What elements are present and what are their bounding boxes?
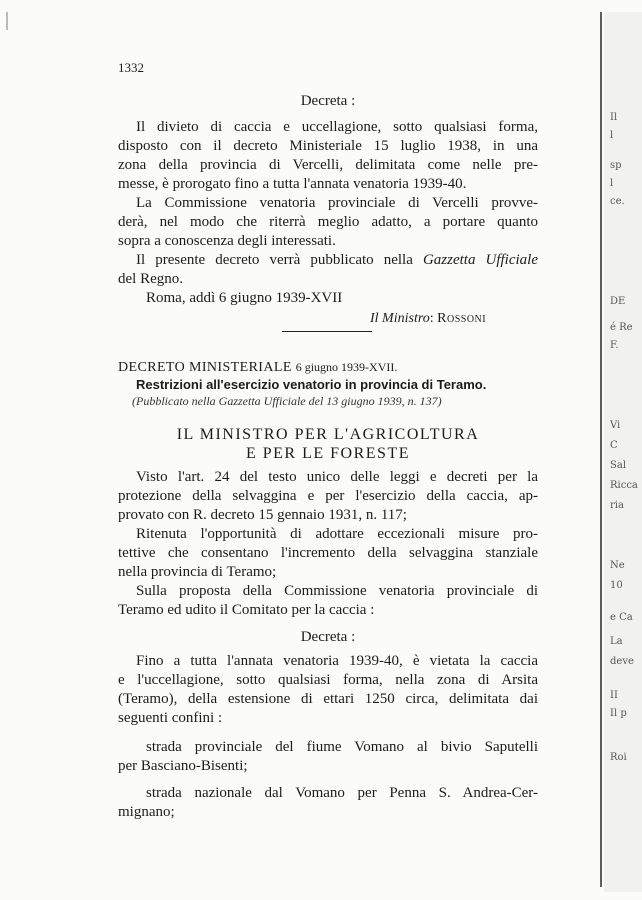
text-line: zona della provincia di Vercelli, delimitata come nelle pre- — [118, 157, 538, 173]
text-fragment: Il presente decreto verrà pubblicato nella — [136, 252, 413, 268]
signature-label: Il Ministro — [370, 311, 430, 326]
text-line: disposto con il decreto Ministeriale 15 luglio 1938, in una — [118, 138, 538, 154]
text-line: Fino a tutta l'annata venatoria 1939-40, è vietata la caccia — [136, 653, 538, 669]
text-line: sopra a conoscenza degli interessati. — [118, 233, 336, 249]
text-line: del Regno. — [118, 271, 183, 287]
decree2-subtitle: Restrizioni all'esercizio venatorio in provincia di Teramo. — [136, 377, 487, 392]
place-date-text: Roma, addì 6 giugno 1939-XVII — [146, 290, 343, 306]
edge-fragment: Roi — [610, 752, 627, 763]
scan-edge-mark — [6, 12, 8, 30]
text-line: e l'uccellagione, sotto qualsiasi forma, nella zona di Arsita — [118, 672, 538, 688]
edge-fragment: ce. — [610, 196, 625, 207]
edge-fragment: ria — [610, 500, 624, 511]
boundary-1 — [118, 738, 538, 776]
edge-fragment: Il p — [610, 708, 627, 719]
text-line: Ritenuta l'opportunità di adottare eccezionali misure pro- — [136, 526, 538, 542]
page-number: 1332 — [118, 60, 144, 75]
edge-fragment: é Re — [610, 322, 633, 333]
text-line: seguenti confini : — [118, 710, 223, 726]
text-line: provato con R. decreto 15 gennaio 1931, n. 117; — [118, 507, 407, 523]
edge-fragment: II — [610, 690, 618, 701]
edge-fragment: La — [610, 636, 623, 647]
text-line: strada nazionale dal Vomano per Penna S. Andrea-Cer- — [146, 785, 538, 801]
edge-fragment: 10 — [610, 580, 623, 591]
text-line: Visto l'art. 24 del testo unico delle leggi e decreti per la — [136, 469, 538, 485]
text-line: Teramo ed udito il Comitato per la caccia : — [118, 602, 375, 618]
text-line: mignano; — [118, 804, 175, 820]
signature-name: Rossoni — [437, 311, 487, 326]
decree2-title — [118, 360, 397, 376]
minister-heading-1: IL MINISTRO PER L'AGRICOLTURA — [176, 426, 480, 443]
text-line: Il divieto di caccia e uccellagione, sotto qualsiasi forma, — [136, 119, 538, 135]
edge-fragment: deve — [610, 656, 634, 667]
decreta-heading-2: Decreta : — [300, 629, 356, 645]
text-line: (Teramo), della estensione di ettari 1250 circa, delimitata dai — [118, 691, 538, 707]
edge-fragment: Il — [610, 112, 618, 123]
decree1-para2 — [118, 194, 538, 251]
publication-text: (Pubblicato nella Gazzetta Ufficiale del 13 giugno 1939, n. 137) — [132, 394, 442, 408]
edge-fragment: C — [610, 440, 618, 451]
text-line: strada provinciale del fiume Vomano al bivio Saputelli — [146, 739, 538, 755]
decreta-heading-1: Decreta : — [300, 93, 356, 109]
text-line: nella provincia di Teramo; — [118, 564, 277, 580]
place-date — [118, 289, 538, 308]
preamble — [118, 468, 538, 620]
boundary-2 — [118, 784, 538, 822]
decree1-para3 — [118, 251, 538, 289]
edge-fragment: Vi — [610, 420, 621, 431]
edge-fragment: l — [610, 178, 614, 189]
text-line: tettive che consentano l'incremento della selvaggina stanziale — [118, 545, 538, 561]
decree1-para1 — [118, 118, 538, 194]
text-line: Sulla proposta della Commissione venatoria provinciale di — [136, 583, 538, 599]
gazzetta-italic: Gazzetta Ufficiale — [422, 252, 539, 268]
decree2-title-text: DECRETO MINISTERIALE — [118, 360, 292, 375]
text-line: per Basciano-Bisenti; — [118, 758, 248, 774]
text-line: derà, nel modo che riterrà meglio adatto, a portare quanto — [118, 214, 538, 230]
text-line — [118, 251, 538, 270]
minister-heading-2: E PER LE FORESTE — [245, 445, 410, 462]
section-divider — [282, 331, 372, 332]
signature: Il Ministro: Rossoni — [370, 311, 487, 326]
edge-fragment: DE — [610, 296, 626, 307]
edge-fragment: e Ca — [610, 612, 633, 623]
decree2-title-date: 6 giugno 1939-XVII. — [295, 360, 398, 374]
edge-fragment: l — [610, 130, 614, 141]
edge-fragment: Ne — [610, 560, 625, 571]
text-line: messe, è prorogato fino a tutta l'annata venatoria 1939-40. — [118, 176, 467, 192]
edge-fragment: sp — [610, 160, 622, 171]
edge-fragment: Ricca — [610, 480, 638, 491]
publication-note — [132, 394, 442, 409]
text-line: protezione della selvaggina e per l'esercizio della caccia, ap- — [118, 488, 538, 504]
page-fold-line — [600, 12, 602, 887]
edge-fragment: F. — [610, 340, 619, 351]
edge-fragment: Sal — [610, 460, 627, 471]
text-line: La Commissione venatoria provinciale di Vercelli provve- — [136, 195, 538, 211]
decree2-body — [118, 652, 538, 728]
